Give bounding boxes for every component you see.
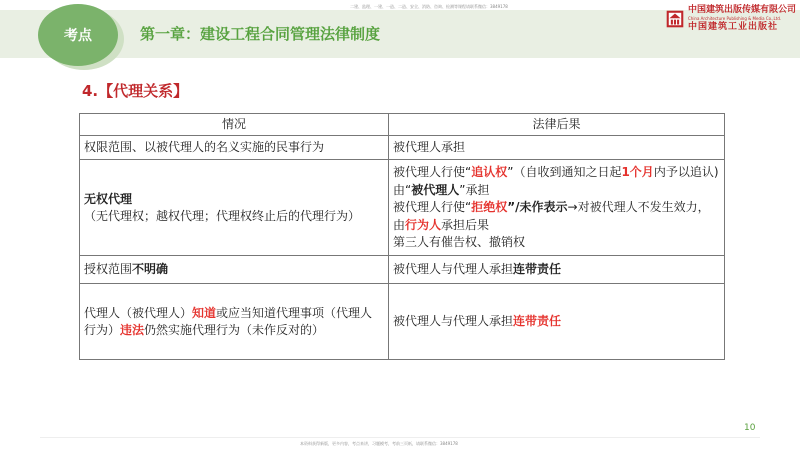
unauthorized-agency-title: 无权代理 <box>84 191 133 206</box>
table-row <box>80 136 725 160</box>
consequence-cell <box>389 284 725 360</box>
agency-relation-table <box>79 113 725 360</box>
logo-script-name: 中国建筑工业出版社 <box>687 22 778 32</box>
header-consequence: 法律后果 <box>389 114 725 136</box>
consequence-cell: 被代理人承担 <box>389 136 725 160</box>
table-header-row <box>80 114 725 136</box>
situation-cell: 权限范围、以被代理人的名义实施的民事行为 <box>80 136 389 160</box>
consequence-cell <box>389 160 725 256</box>
highlight-ratification-right: 追认权 <box>471 165 508 180</box>
highlight-actor: 行为人 <box>405 217 442 232</box>
logo-chinese-name: 中国建筑出版传媒有限公司 <box>687 5 796 15</box>
publisher-logo <box>666 6 796 40</box>
section-title: 4.【代理关系】 <box>82 82 189 100</box>
footer-divider <box>40 437 760 438</box>
text-run: 承担后果 <box>441 217 490 232</box>
topic-badge-label: 考点 <box>64 28 92 44</box>
logo-english-name: China Architecture Publishing & Media Co.,Ltd. <box>687 16 782 21</box>
publisher-logo-icon <box>666 6 684 32</box>
text-run: 被代理人行使“ <box>393 165 472 180</box>
table-row <box>80 256 725 284</box>
unauthorized-agency-detail: （无代理权；越权代理；代理权终止后的代理行为） <box>84 208 361 223</box>
highlight-rejection-right: 拒绝权 <box>471 200 508 215</box>
text-run: ”（自收到通知之日起 <box>507 165 622 180</box>
text-run: ”承担 <box>459 182 490 197</box>
text-run: 内予以追认)由“ <box>393 165 719 197</box>
text-run: 仍然实施代理行为（未作反对的） <box>144 322 325 337</box>
text-run: 或应当知道代理事项（代理人行为） <box>84 305 373 337</box>
ratification-line <box>393 164 720 199</box>
situation-cell <box>80 160 389 256</box>
text-run: 授权范围 <box>84 262 133 277</box>
highlight-joint-liability: 连带责任 <box>513 314 562 329</box>
text-run: 代理人（被代理人） <box>84 305 193 320</box>
highlight-illegal: 违法 <box>120 322 145 337</box>
text-run: 被代理人与代理人承担 <box>393 262 514 277</box>
bold-no-expression: ”/未作表示 <box>507 200 568 215</box>
highlight-know: 知道 <box>192 305 217 320</box>
header-situation: 情况 <box>80 114 389 136</box>
bold-joint-liability: 连带责任 <box>513 262 562 277</box>
topic-badge <box>38 4 118 66</box>
table-row <box>80 160 725 256</box>
situation-cell <box>80 284 389 360</box>
bottom-contact-note: 本资料获得新版，更多内容，考点来讲，习题模考，考前三页纸，请联系微信：3849178 <box>300 441 458 446</box>
text-run: 被代理人行使“ <box>393 200 472 215</box>
third-party-rights-line: 第三人有催告权、撤销权 <box>393 234 526 249</box>
bold-unclear: 不明确 <box>132 262 169 277</box>
rejection-line <box>393 199 720 234</box>
page-number: 10 <box>744 423 756 433</box>
top-contact-note: 二建、监理、一建、一造、二造、安全、消防、咨询、检测等课程请联系微信：3849178 <box>350 4 508 9</box>
bold-principal: 被代理人 <box>411 182 460 197</box>
consequence-cell <box>389 256 725 284</box>
highlight-one-month: 1个月 <box>621 165 654 180</box>
text-run: 被代理人与代理人承担 <box>393 314 514 329</box>
table-row <box>80 284 725 360</box>
chapter-title: 第一章：建设工程合同管理法律制度 <box>140 25 381 43</box>
situation-cell <box>80 256 389 284</box>
text-run: →对被代理人不发生效力，由 <box>393 200 710 232</box>
